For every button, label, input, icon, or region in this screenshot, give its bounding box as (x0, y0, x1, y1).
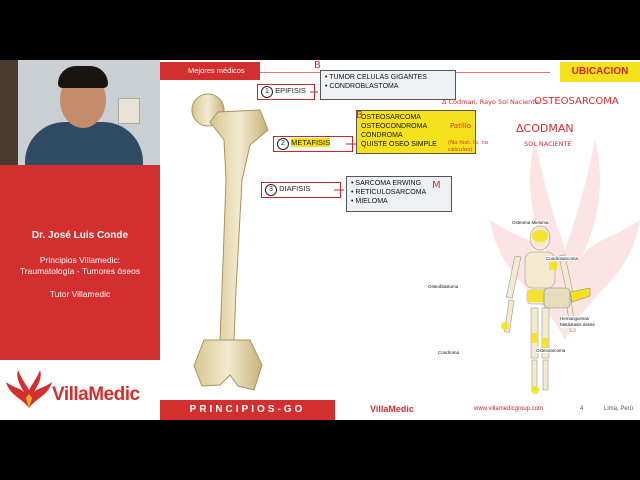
ubicacion-tag: UBICACION (560, 62, 640, 82)
tumor-item: QUISTE OSEO SIMPLE (361, 141, 437, 148)
footer-band: PRINCIPIOS-GO (160, 400, 335, 420)
presenter-panel (0, 60, 160, 420)
handwritten-m-diafisis: M (432, 180, 441, 191)
tumor-item: SARCOMA ERWING (355, 180, 422, 187)
skeleton-label-osteosarcoma: Osteosarcoma (536, 348, 566, 353)
skeleton-label-osteoblastoma: Osteoblastoma (428, 284, 459, 289)
handwritten-no-hist-note: (No hist. lb, no cálculos) (448, 140, 489, 153)
epifisis-label: 1 EPIFISIS (257, 84, 315, 100)
footer-logo: VillaMedic (370, 404, 414, 414)
vertebra-icon (542, 282, 592, 314)
handwritten-codman-note: Δ Codman, Rayo Sol Naciente (442, 98, 539, 106)
tumor-item: RETICULOSARCOMA (355, 189, 427, 196)
tumor-item: TUMOR CELULAS GIGANTES (329, 74, 427, 81)
skeleton-label-osteoma: Osteoma Mieloma (512, 220, 549, 225)
skeleton-label-condrosarcoma: Condrosarcoma (546, 256, 579, 261)
tumor-item: OSTEOSARCOMA (361, 114, 421, 121)
skeleton-label-hemangioma: Hemangiomas Metástasis óseas (560, 316, 610, 328)
presenter-info (0, 230, 160, 299)
tumor-item: MIELOMA (355, 198, 388, 205)
top-label-bar (160, 62, 260, 80)
metafisis-label: 2 METAFISIS (273, 136, 353, 152)
handwritten-osteosarcoma: OSTEOSARCOMA (534, 96, 619, 107)
page-number: 4 (580, 406, 584, 412)
presenter-tutor: Tutor Villamedic (49, 289, 111, 299)
video-frame (0, 60, 640, 420)
diafisis-tumors-box: • SARCOMA ERWING • RETICULOSARCOMA • MIELOMA (346, 176, 452, 212)
presenter-webcam (0, 60, 160, 165)
handwritten-sol-naciente: SOL NACIENTE (524, 140, 572, 148)
skeleton-illustration (455, 218, 625, 398)
presenter-name: Dr. José Luis Conde (31, 230, 129, 241)
epifisis-tumors-box: • TUMOR CELULAS GIGANTES • CONDROBLASTOMA (320, 70, 456, 100)
handwritten-patillo-note: Patillo (450, 122, 472, 130)
skeleton-label-condroma: Condroma (438, 350, 460, 355)
course-line-2: Traumatología - Tumores óseos (19, 266, 141, 276)
slide-footer (160, 400, 640, 420)
handwritten-b-epifisis: B (314, 60, 321, 71)
footer-city: Lima, Perú (604, 406, 634, 412)
footer-website: www.villamedicgroup.com (474, 406, 544, 412)
logo-text: VillaMedic (52, 384, 140, 405)
top-label: Mejores médicos (188, 66, 245, 75)
villamedic-logo (0, 360, 160, 420)
tumor-item: CONDROMA (361, 132, 403, 139)
diafisis-label: 3 DIAFISIS (261, 182, 341, 198)
phoenix-logo-icon (4, 368, 54, 412)
handwritten-b-metafisis: B (356, 110, 363, 121)
tumor-item: CONDROBLASTOMA (329, 83, 399, 90)
course-line-1: Principios Villamedic: (39, 255, 121, 265)
slide (160, 60, 640, 420)
tumor-item: OSTEOCONDROMA (361, 123, 428, 130)
handwritten-codman: ΔCODMAN (516, 122, 574, 135)
